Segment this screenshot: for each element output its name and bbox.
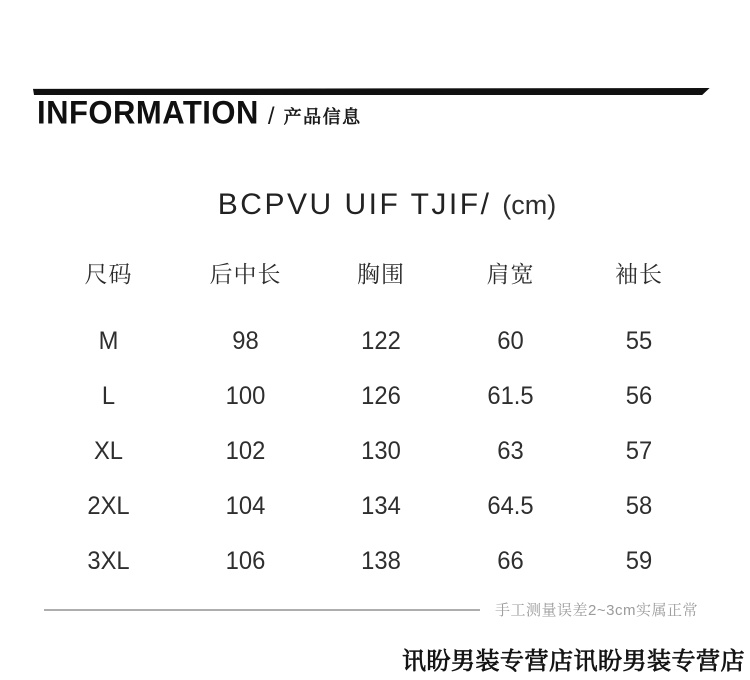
- note-text: 手工测量误差2~3cm实属正常: [495, 602, 698, 619]
- slash-separator: /: [267, 103, 275, 130]
- divider-line: [44, 609, 480, 611]
- size-label-cell: 2XL: [87, 492, 130, 520]
- measurement-cell: 102: [225, 437, 266, 465]
- measurement-cell: 66: [497, 547, 524, 575]
- column-header-back-length: 后中长: [209, 260, 282, 287]
- measurement-cell: 56: [625, 382, 653, 410]
- measurement-cell: 100: [225, 382, 266, 410]
- measurement-cell: 61.5: [487, 382, 534, 410]
- section-header: [37, 93, 362, 132]
- column-header-shoulder: 肩宽: [486, 260, 535, 287]
- measurement-cell: 104: [225, 492, 266, 520]
- measurement-cell: 130: [361, 437, 401, 465]
- measurement-cell: 59: [625, 547, 653, 575]
- size-label-cell: XL: [93, 437, 124, 465]
- measurement-cell: 134: [361, 492, 401, 520]
- measurement-cell: 98: [232, 327, 259, 355]
- size-chart-title-text: BCPVU UIF TJIF/: [217, 188, 492, 221]
- shop-watermark: 讯盼男装专营店讯盼男装专营店: [402, 648, 745, 675]
- measurement-cell: 126: [361, 382, 401, 410]
- size-label-cell: M: [98, 327, 119, 355]
- size-label-cell: 3XL: [87, 547, 130, 575]
- measurement-cell: 57: [625, 437, 653, 465]
- column-header-chest: 胸围: [357, 260, 405, 287]
- measurement-cell: 106: [225, 547, 266, 575]
- measurement-cell: 63: [497, 437, 524, 465]
- size-chart-unit: (cm): [502, 190, 557, 220]
- section-title-en: INFORMATION: [37, 93, 259, 131]
- measurement-cell: 138: [361, 547, 401, 575]
- column-header-size: 尺码: [84, 260, 133, 287]
- section-title-cn: 产品信息: [283, 107, 362, 127]
- measurement-cell: 55: [625, 327, 653, 355]
- column-header-sleeve: 袖长: [615, 260, 663, 287]
- measurement-cell: 64.5: [487, 492, 534, 520]
- size-label-cell: L: [101, 382, 116, 410]
- measurement-cell: 60: [497, 327, 524, 355]
- size-table-body: [40, 314, 705, 589]
- measurement-note: [44, 599, 698, 620]
- measurement-cell: 122: [361, 327, 401, 355]
- size-chart-title: [0, 188, 750, 222]
- measurement-cell: 58: [625, 492, 653, 520]
- size-table-header: [40, 242, 705, 302]
